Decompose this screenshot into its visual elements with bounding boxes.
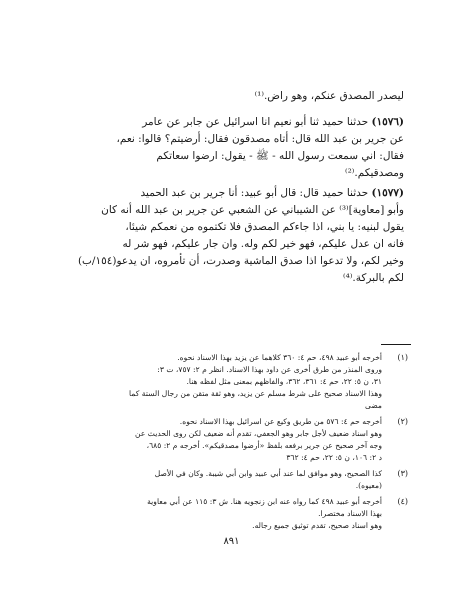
footnote-3 [58, 468, 408, 492]
footnote-line: وروى المنذر من طرق أخرى عن داود بهذا الاسناد. انظر م ٢: ٧٥٧، ت ٣: [157, 365, 382, 374]
footnote-line: أخرجه حم ٤: ٥٧٦ من طريق وكيع عن اسرائيل بهذا الاسناد نحوه. [179, 417, 382, 426]
intro-paragraph [52, 88, 404, 105]
footnote-4 [58, 496, 408, 532]
footnote-line: وهو اسناد صحيح، تقدم توثيق جميع رجاله. [252, 521, 382, 530]
hadith-1577-line-5: وخير لكم، ولا تدعوا اذا صدق الماشية وصدرت، أن تأمروه، ان يدعو(١٥٤/ب) [77, 255, 404, 267]
footnote-number: (٢) [397, 417, 408, 426]
footnote-line: أخرجه أبو عبيد ٤٩٨، حم ٤: ٣٦٠ كلاهما عن يزيد بهذا الاسناد نحوه. [177, 353, 382, 362]
hadith-number: (١٥٧٧) [371, 187, 404, 199]
hadith-1577-line-1 [52, 185, 404, 202]
hadith-1577-line-2: وأبو [معاوية]⁽³⁾ عن الشيباني عن الشعبي عن جرير بن عبد الله أنه كان [101, 204, 404, 216]
footnote-1 [58, 352, 408, 412]
footnotes [58, 352, 408, 536]
footnote-line: كذا الصحيح، وهو موافق لما عند أبي عبيد وابن أبي شيبة. وكان في الأصل [154, 469, 382, 478]
footnote-line: (معيوه). [355, 481, 382, 490]
footnote-number: (٣) [397, 469, 408, 478]
footnote-line: ٣١، ن ٥: ٢٢، حم ٤: ٣٦١، ٣٦٢، والفاظهم بمعنى مثل لفظه هنا. [186, 377, 382, 386]
page-number: ٨٩١ [223, 536, 240, 547]
footnote-line: أخرجه أبو عبيد ٤٩٨ كما رواه عنه ابن زنجويه هنا. ش ٣: ١١٥ عن أبي معاوية [147, 497, 382, 506]
hadith-1577 [52, 185, 404, 287]
hadith-1577-line-6: لكم بالبركة.⁽⁴⁾ [343, 272, 404, 284]
footnote-line: وهذا الاسناد صحيح على شرط مسلم عن يزيد، وهو ثقة متقن من رجال الستة كما [129, 389, 382, 398]
footnote-2 [58, 416, 408, 464]
hadith-number: (١٥٧٦) [371, 116, 404, 128]
footnote-number: (٤) [397, 497, 408, 506]
hadith-1577-line-4: فانه ان عدل عليكم، فهو خير لكم وله. وان جار عليكم، فهو شر له [122, 238, 404, 250]
footnote-number: (١) [397, 353, 408, 362]
intro-line: ليصدر المصدق عنكم، وهو راض.⁽¹⁾ [254, 90, 404, 102]
footnote-line: بهذا الاسناد مختصرا. [318, 509, 382, 518]
hadith-1576-line-3: فقال: اني سمعت رسول الله - ﷺ - يقول: ارضوا سعاتكم [156, 150, 404, 162]
footnote-line: د ٢: ١٠٦، ن ٥: ٢٢، حم ٤: ٣٦٢ [286, 453, 382, 462]
hadith-text: حدثنا حميد قال: قال أبو عبيد: أنا جرير بن عبد الحميد [140, 187, 369, 199]
hadith-1576-line-1 [52, 114, 404, 131]
hadith-1577-line-3: يقول لبنيه: يا بني، اذا جاءكم المصدق فلا تكتموه من نعمكم شيئا، [125, 221, 404, 233]
footnote-body [58, 468, 382, 492]
hadith-1576 [52, 114, 404, 182]
hadith-1576-line-2: عن جرير بن عبد الله قال: أتاه مصدقون فقال: أرضيتم؟ قالوا: نعم، [116, 133, 404, 145]
footnote-divider [381, 344, 411, 345]
footnote-line: مضى [365, 401, 382, 410]
footnote-body [58, 496, 382, 532]
hadith-1576-line-4: ومصدقيكم.⁽²⁾ [344, 167, 404, 179]
footnote-body [58, 416, 382, 464]
footnote-line: وهو اسناد ضعيف لأجل جابر وهو الجعفي، تقدم أنه ضعيف لكن روى الحديث عن [135, 429, 382, 438]
footnote-line: وجه آخر صحيح عن جرير برفعه بلفظ «أرضوا مصدقيكم». أخرجه م ٢: ٦٨٥، [146, 441, 382, 450]
footnote-body [58, 352, 382, 412]
hadith-text: حدثنا حميد ثنا أبو نعيم انا اسرائيل عن جابر عن عامر [142, 116, 369, 128]
